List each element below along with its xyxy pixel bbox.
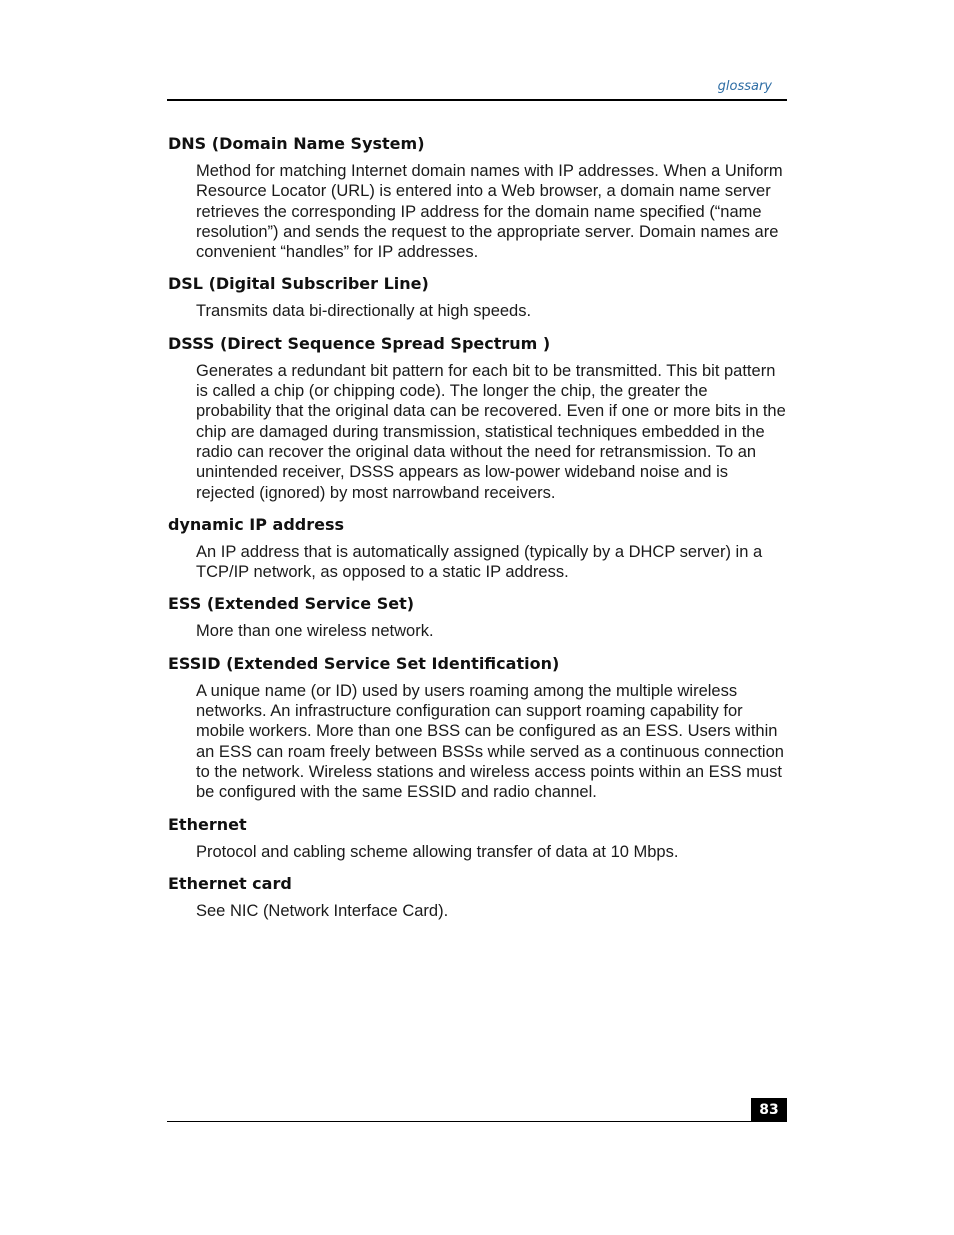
glossary-entry-dsss xyxy=(168,334,786,503)
glossary-definition: Transmits data bi-directionally at high speeds. xyxy=(196,302,532,321)
glossary-entry-ethernet xyxy=(168,815,786,862)
footer-rule xyxy=(167,1121,787,1122)
glossary-definition: Generates a redundant bit pattern for each bit to be transmitted. This bit pattern is called a chip (or chipping code). The longer the chip, the greater the probability that the original data can be recovered. Even if one or more bits in the chip are damaged during transmission, statistical techniques embedded in the radio can recover the original data without the need for retransmission. To an unintended receiver, DSSS appears as low-power wideband noise and is rejected (ignored) by most narrowband receivers. xyxy=(196,361,786,502)
glossary-entry-dns xyxy=(168,134,786,262)
glossary-entry-dsl xyxy=(168,274,786,321)
glossary-definition: An IP address that is automatically assigned (typically by a DHCP server) in a TCP/IP network, as opposed to a static IP address. xyxy=(196,542,763,582)
glossary-definition: See NIC (Network Interface Card). xyxy=(196,901,449,920)
glossary-definition: Protocol and cabling scheme allowing transfer of data at 10 Mbps. xyxy=(196,842,679,861)
glossary-term: ESS (Extended Service Set) xyxy=(168,594,415,614)
header-rule xyxy=(167,99,787,101)
glossary-term: DSSS (Direct Sequence Spread Spectrum ) xyxy=(168,333,551,353)
glossary-definition: A unique name (or ID) used by users roaming among the multiple wireless networks. An infrastructure configuration can support roaming capability for mobile workers. More than one BSS can be configured as an ESS. Users within an ESS can roam freely between BSSs while served as a continuous connection to the network. Wireless stations and wireless access points within an ESS must be configured with the same ESSID and radio channel. xyxy=(196,681,784,802)
glossary-list xyxy=(168,134,786,933)
glossary-definition: More than one wireless network. xyxy=(196,622,434,641)
glossary-entry-essid xyxy=(168,654,786,803)
glossary-term: DSL (Digital Subscriber Line) xyxy=(168,274,429,294)
page-number: 83 xyxy=(751,1098,787,1122)
section-label: glossary xyxy=(717,79,772,94)
glossary-term: Ethernet card xyxy=(168,873,292,893)
glossary-term: Ethernet xyxy=(168,814,247,834)
glossary-definition: Method for matching Internet domain names with IP addresses. When a Uniform Resource Locator (URL) is entered into a Web browser, a domain name server retrieves the corresponding IP address for the domain name specified (“name resolution”) and sends the request to the appropriate server. Domain names are convenient “handles” for IP addresses. xyxy=(196,162,783,262)
glossary-entry-ethernet-card xyxy=(168,874,786,921)
glossary-term: DNS (Domain Name System) xyxy=(168,134,425,153)
glossary-term: dynamic IP address xyxy=(168,514,345,534)
glossary-entry-dynamic-ip xyxy=(168,515,786,583)
glossary-term: ESSID (Extended Service Set Identification) xyxy=(168,653,560,673)
glossary-entry-ess xyxy=(168,594,786,641)
